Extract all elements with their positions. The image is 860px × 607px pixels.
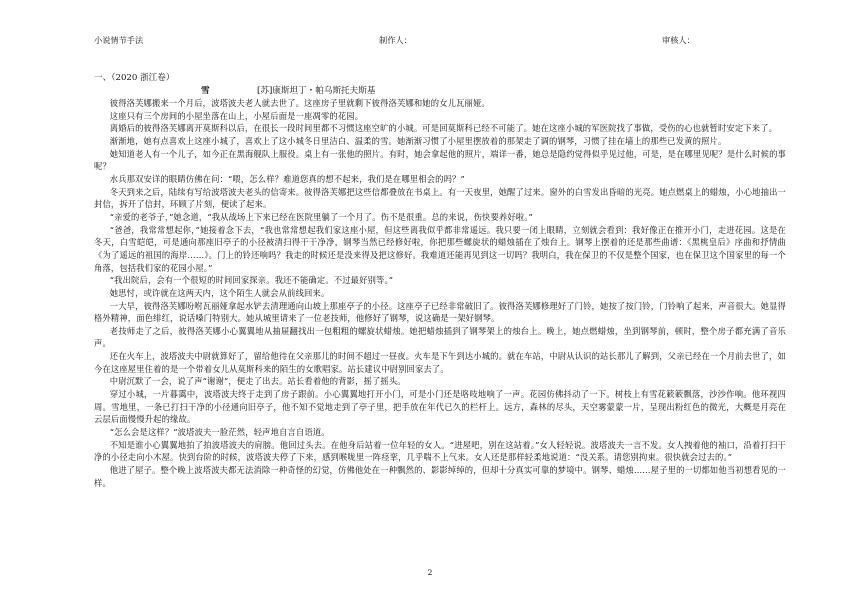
- paragraph: 中尉沉默了一会，说了声“谢谢”，便走了出去。站长看着他的背影，摇了摇头。: [109, 376, 406, 387]
- paragraph: 一大早，彼得洛芙娜吩咐瓦丽娅拿起水铲去清理通向山坡上那座亭子的小径。这座亭子已经非常破旧了。彼得洛芙娜修理好了门铃，她按了按门铃，门铃响了起来，声音很大。她显得格外精神，面色绯红，说话嗓门特别大。她从城里请来了一位老技师，他修好了钢琴，说这确是一架好钢琴。: [94, 300, 786, 324]
- paragraph: 渐渐地，她有点喜欢上这座小城了，喜欢上了这小城冬日里洁白、温柔的雪。她渐渐习惯了小屋里摆放着的那架走了调的钢琴，习惯了挂在墙上的那些已发黄的照片。: [109, 135, 727, 146]
- story-title-row: [94, 85, 786, 97]
- page-header: [0, 33, 860, 47]
- header-producer: 制作人：: [379, 35, 412, 45]
- paragraph: 他进了屋子。整个晚上波塔波夫都无法消除一种奇怪的幻觉，仿佛他处在一种飘然的、影影绰绰的，但却十分真实可靠的梦境中。钢琴、蜡烛……屋子里的一切都如他当初想看见的一样。: [94, 465, 786, 488]
- page-number: 2: [427, 568, 433, 577]
- story-author: [苏]康斯坦丁・帕乌斯托夫斯基: [257, 86, 376, 96]
- paragraph: “爸爸，我常常想起你，”她接着念下去，“我也常常想起我们家这座小屋，但这些离我似乎都非常遥远。我只要一闭上眼睛，立刻就会看到：我好像正在推开小门，走进花园。这是在冬天，白雪皑皑，可是通向那座旧亭子的小径被清扫得干干净净，钢琴当然已经修好啦，你把那些螺旋状的蜡烛插在了烛台上。钢琴上摆着的还是那些曲谱：《黑桃皇后》序曲和抒情曲《为了遥远的祖国的海岸……》。门上的铃还响吗？我走的时候还是没来得及把这修好。我难道还能再见到这一切吗？我明白，我在保卫的不仅是整个国家，也在保卫这个国家里的每一个角落，包括我们家的花园小屋。”: [94, 224, 786, 273]
- paragraph: “怎么会是这样？”波塔波夫一脸茫然，轻声地自言自语道。: [109, 427, 330, 438]
- paragraph: 冬天到来之后，陆续有写给波塔波夫老头的信寄来。彼得洛芙娜把这些信都叠放在书桌上。有一天夜里，她醒了过来。窗外的白雪发出昏暗的光亮。她点燃桌上的蜡烛，小心地抽出一封信，拆开了信封，环顾了片刻，便读了起来。: [94, 186, 786, 210]
- paragraph: “亲爱的老爷子，”她念道，“我从战场上下来已经在医院里躺了一个月了。伤不是很重。总的来说，伤快要养好啦。”: [109, 211, 533, 222]
- paragraph: 这座只有三个房间的小屋坐落在山上，小屋后面是一座凋零的花园。: [109, 110, 364, 121]
- story-title: 雪: [201, 86, 210, 96]
- paragraph: 离婚后的彼得洛芙娜离开莫斯科以后，在很长一段时间里都不习惯这座空旷的小城。可是回莫斯科已经不可能了。她在这座小城的军医院找了事做，受伤的心也就暂时安定下来了。: [109, 123, 778, 134]
- story-body: [94, 97, 786, 489]
- paragraph: 水兵那双安详的眼睛仿佛在问：“喂，怎么样？难道您真的想不起来，我们是在哪里相会的吗？”: [109, 173, 465, 184]
- paragraph: 她知道老人有一个儿子，如今正在黑海舰队上服役。桌上有一张他的照片。有时，她会拿起他的照片，端详一番，她总是隐约觉得似乎见过他，可是，是在哪里见呢？是什么时候的事呢？: [94, 148, 786, 172]
- paragraph: 她思忖，或许就在这两天内，这个陌生人就会从前线回来。: [109, 287, 330, 298]
- header-reviewer: 审核人：: [662, 35, 695, 45]
- paragraph: 穿过小城，一片暮霭中，波塔波夫终于走到了房子跟前。小心翼翼地打开小门，可是小门还是咯吱地响了一声。花园仿佛抖动了一下。树枝上有雪花簌簌飘落，沙沙作响。他环视四周。雪地里，一条已打扫干净的小径通向旧亭子，他不知不觉地走到了亭子里，把手放在年代已久的栏杆上。远方，森林的尽头，天空雾蒙蒙一片，呈现出粉红色的微光，大概是月亮在云层后面慢慢升起的缘故。: [94, 389, 786, 425]
- header-topic: 小说情节手法: [94, 35, 144, 45]
- paragraph: 不知是谁小心翼翼地拍了拍波塔波夫的肩膀。他回过头去。在他身后站着一位年轻的女人。“进屋吧，别在这站着。”女人轻轻说。波塔波夫一言不发。女人拽着他的袖口，沿着打扫干净的小径走向小木屋。快到台阶的时候，波塔波夫停了下来，感到喉咙里一阵痉挛，几乎喘不上气来。女人还是那样轻柔地说道：“没关系。请您别拘束。很快就会过去的。”: [94, 439, 786, 463]
- paragraph: 还在火车上，波塔波夫中尉就算好了，留给他待在父亲那儿的时间不超过一昼夜。火车是下午到达小城的。就在车站，中尉从认识的站长那儿了解到，父亲已经在一个月前去世了，如今在这座屋里住着的是一个带着女儿从莫斯科来的陌生的女歌唱家。站长建议中尉别回家去了。: [94, 351, 786, 374]
- paragraph: “我出院后，会有一个很短的时间回家探亲。我还不能确定。不过最好别等。”: [109, 275, 394, 286]
- section-label: 一、（2020 浙江卷）: [94, 73, 175, 83]
- paragraph: 彼得洛芙娜搬来一个月后，波塔波夫老人就去世了。这座房子里就剩下彼得洛芙娜和她的女儿瓦丽娅。: [109, 98, 490, 108]
- paragraph: 老技师走了之后，彼得洛芙娜小心翼翼地从抽屉翻找出一包粗粗的螺旋状蜡烛。她把蜡烛插到了钢琴架上的烛台上。晚上，她点燃蜡烛，坐到钢琴前，顿时，整个房子都充满了音乐声。: [94, 325, 786, 349]
